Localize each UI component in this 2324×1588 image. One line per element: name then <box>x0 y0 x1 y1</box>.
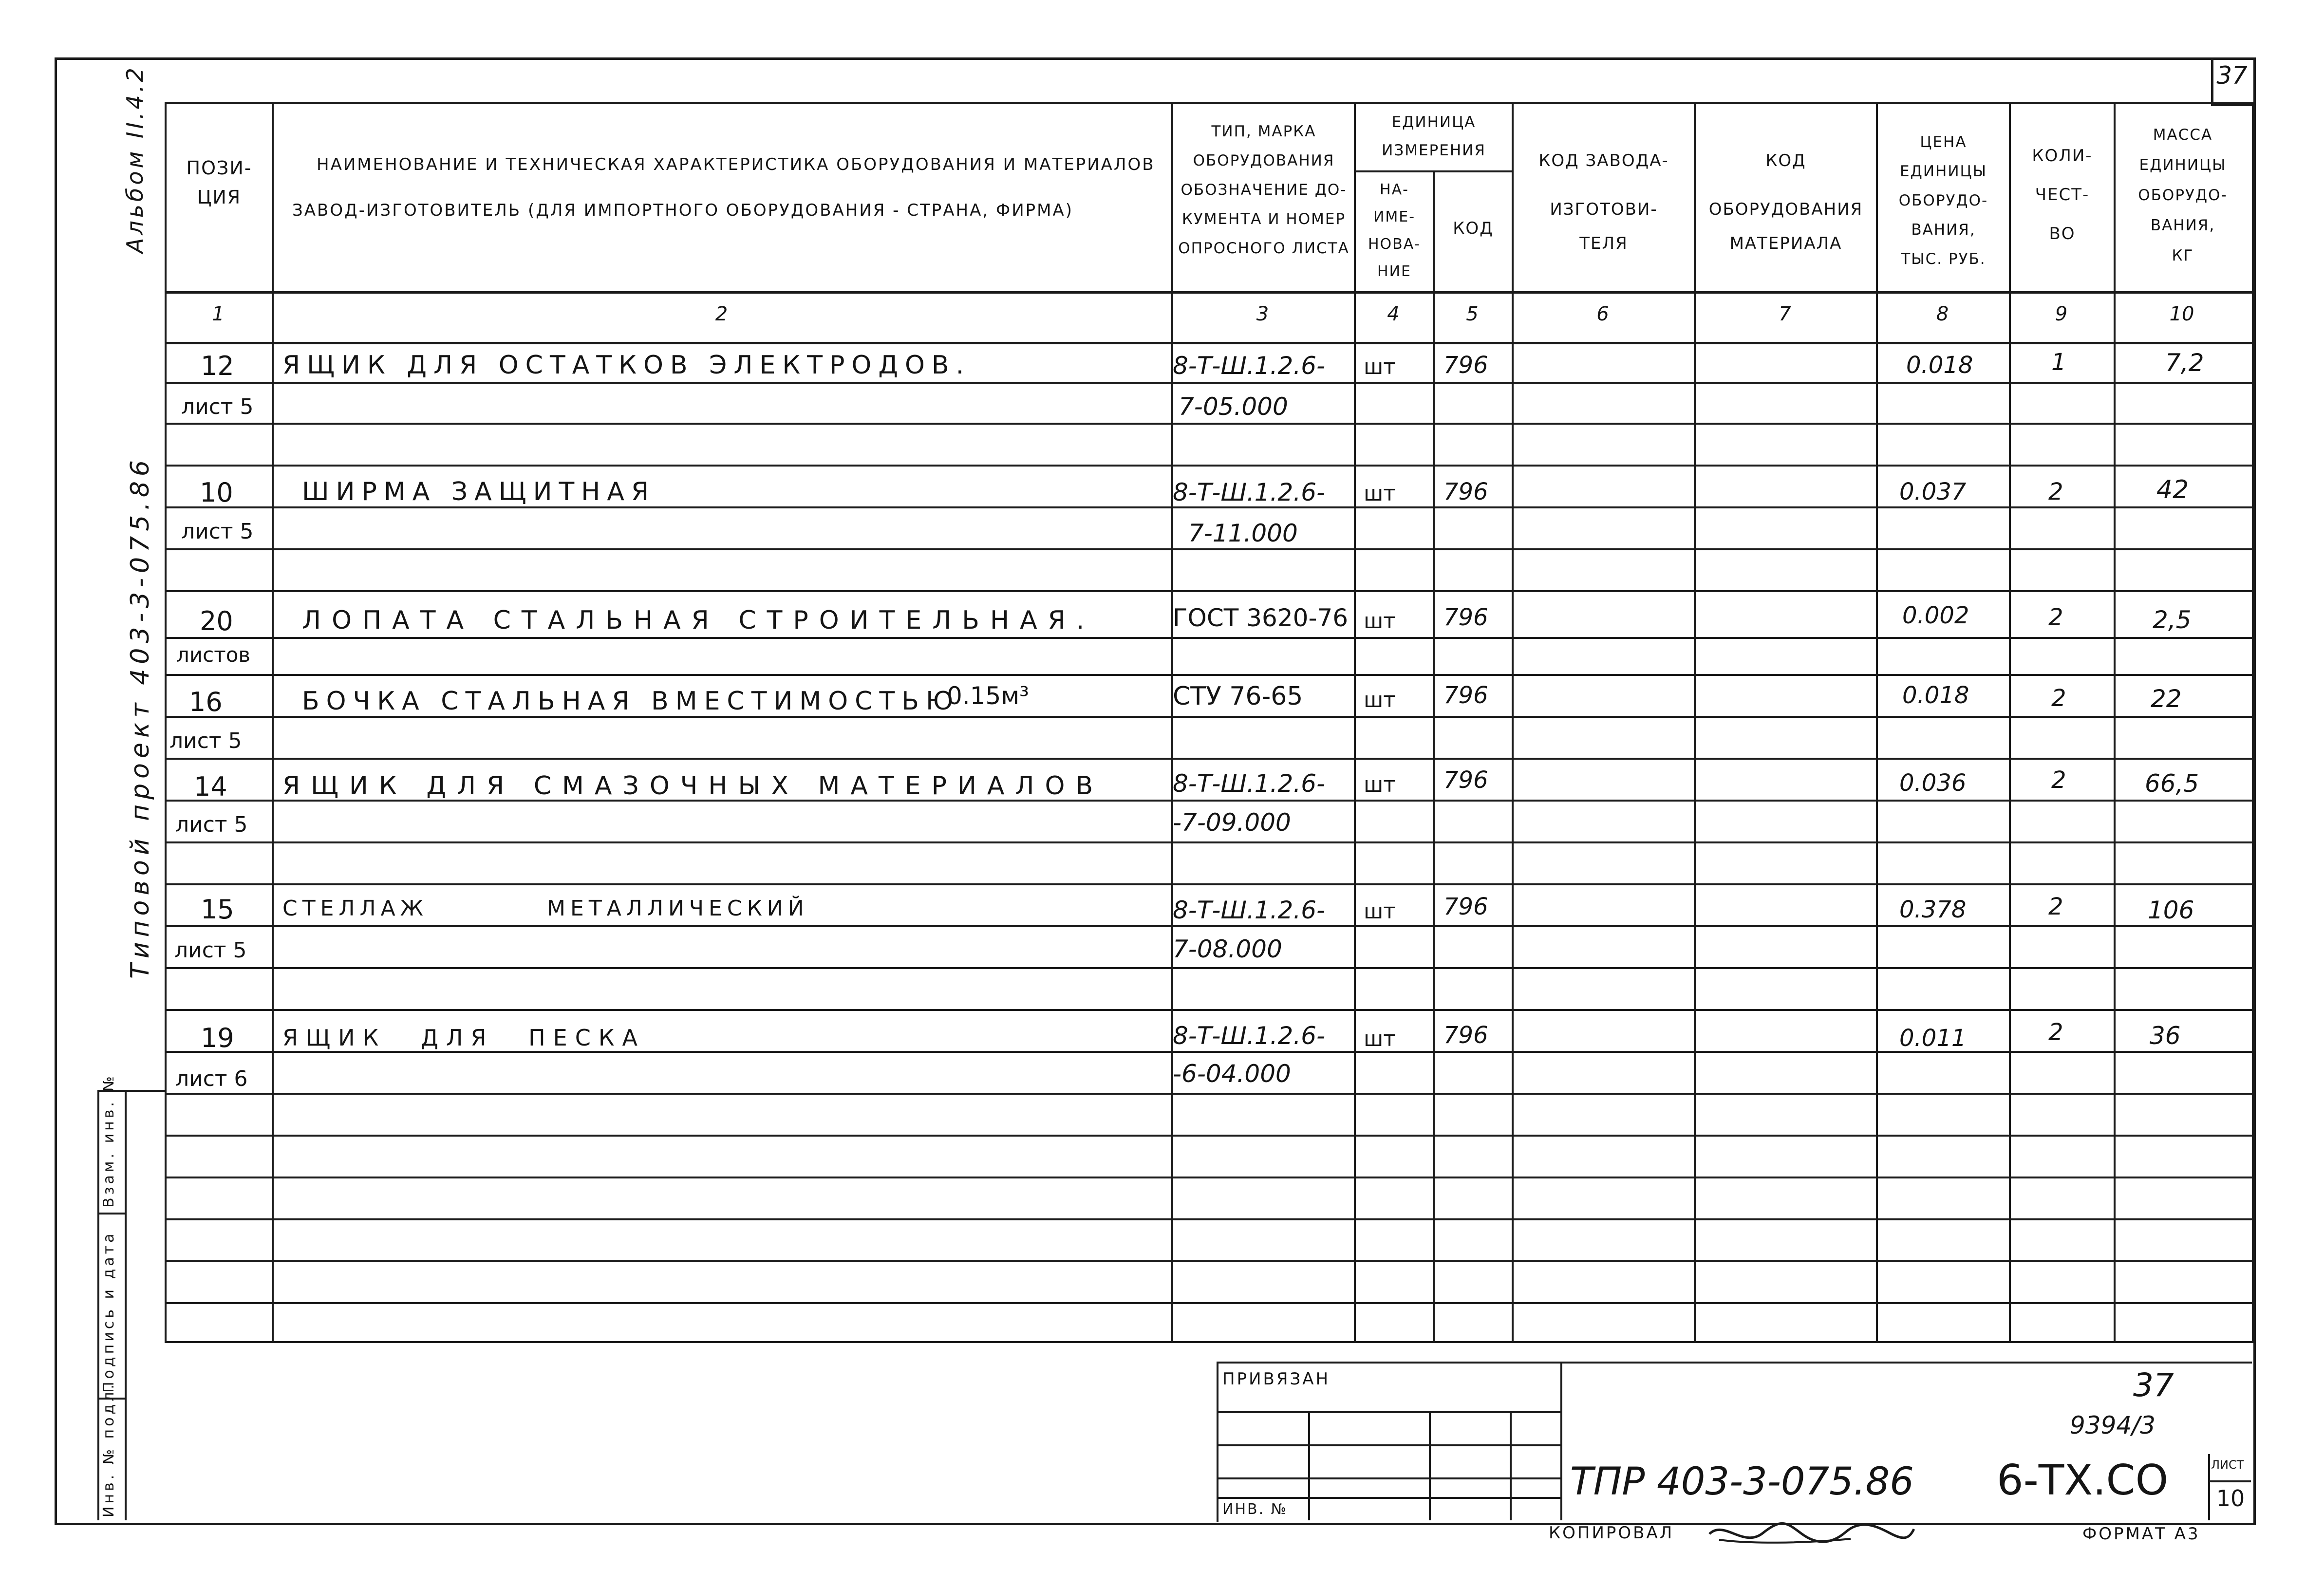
row-line <box>165 925 2252 927</box>
header-mass-line: ВАНИЯ, <box>2150 217 2215 234</box>
row-position: 20 <box>200 606 233 636</box>
col-line <box>272 102 274 1341</box>
attached-label: ПРИВЯЗАН <box>1222 1369 1331 1389</box>
header-price-line: ЦЕНА <box>1920 133 1967 151</box>
stamp-sign-label: Подпись и дата <box>100 1231 117 1393</box>
row-mass: 22 <box>2151 685 2182 713</box>
col-line <box>1433 170 1435 1341</box>
row-type: 8-Т-Ш.1.2.6- <box>1173 769 1326 798</box>
row-position: 19 <box>201 1023 234 1053</box>
copied-label: КОПИРОВАЛ <box>1549 1523 1674 1543</box>
side-stamp-line <box>97 1090 99 1520</box>
row-line <box>165 1009 2252 1011</box>
row-mass: 36 <box>2150 1022 2181 1050</box>
header-type-line: ОБОЗНАЧЕНИЕ ДО- <box>1181 181 1347 199</box>
row-unit: шт <box>1364 1027 1396 1051</box>
col-number: 7 <box>1779 303 1791 325</box>
row-type: 8-Т-Ш.1.2.6- <box>1173 478 1326 506</box>
row-name: БОЧКА СТАЛЬНАЯ ВМЕСТИМОСТЬЮ <box>302 687 960 716</box>
row-name: ЯЩИК ДЛЯ СМАЗОЧНЫХ МАТЕРИАЛОВ <box>282 771 1104 801</box>
header-type-line: ОПРОСНОГО ЛИСТА <box>1178 240 1349 257</box>
row-line <box>165 1302 2252 1304</box>
row-sheet: лист 6 <box>175 1066 248 1091</box>
row-price: 0.011 <box>1899 1025 1967 1052</box>
inv-label: ИНВ. № <box>1222 1501 1288 1518</box>
header-type <box>1174 117 1354 263</box>
numbers-bottom-line <box>165 342 2252 344</box>
header-price-line: ВАНИЯ, <box>1911 221 1976 239</box>
row-unit: шт <box>1364 355 1396 379</box>
format-label: ФОРМАТ А3 <box>2082 1524 2200 1544</box>
copied-signature <box>1705 1514 1919 1553</box>
col-number: 4 <box>1387 303 1400 325</box>
title-line <box>2208 1480 2251 1482</box>
header-unit-name-line: НОВА- <box>1368 236 1421 253</box>
row-price: 0.378 <box>1899 896 1967 923</box>
sheet-label: ЛИСТ <box>2211 1458 2244 1472</box>
row-code: 796 <box>1443 352 1488 379</box>
col-line <box>1694 102 1696 1341</box>
title-line <box>1510 1411 1512 1520</box>
header-sub-line <box>1354 170 1514 172</box>
header-price-line: ТЫС. РУБ. <box>1901 250 1986 268</box>
document-code: ТПР 403-3-075.86 <box>1570 1460 1914 1504</box>
row-position: 12 <box>201 351 234 381</box>
document-mark: 6-ТХ.СО <box>1997 1456 2169 1505</box>
row-price: 0.018 <box>1902 682 1969 709</box>
row-sheet: листов <box>176 643 251 667</box>
row-qty: 1 <box>2051 349 2066 376</box>
row-type: 8-Т-Ш.1.2.6- <box>1173 1022 1326 1050</box>
row-type-cont: 7-08.000 <box>1173 935 1282 963</box>
header-type-line: ОБОРУДОВАНИЯ <box>1193 152 1335 169</box>
row-qty: 2 <box>2048 893 2063 920</box>
table-frame <box>165 102 2254 1343</box>
row-unit: шт <box>1364 899 1396 924</box>
title-line <box>1560 1362 1562 1520</box>
row-type: ГОСТ 3620-76 <box>1173 604 1349 632</box>
col-number: 6 <box>1596 303 1609 325</box>
row-position: 15 <box>201 894 234 925</box>
row-line <box>165 506 2252 508</box>
row-mass: 66,5 <box>2145 769 2199 798</box>
row-position: 16 <box>189 687 223 717</box>
col-number: 3 <box>1256 303 1269 325</box>
header-name-line2: ЗАВОД-ИЗГОТОВИТЕЛЬ (ДЛЯ ИМПОРТНОГО ОБОРУДОВАНИЯ - СТРАНА, ФИРМА) <box>292 201 1074 220</box>
title-line <box>1308 1411 1310 1520</box>
row-price: 0.002 <box>1902 602 1969 629</box>
header-unit-name-line: НА- <box>1380 181 1409 198</box>
col-number: 10 <box>2169 303 2194 325</box>
row-sheet: лист 5 <box>181 519 254 544</box>
row-position: 14 <box>194 771 227 802</box>
page-reference: 37 <box>2133 1366 2174 1404</box>
header-price-line: ЕДИНИЦЫ <box>1900 163 1987 180</box>
row-qty: 2 <box>2048 478 2063 505</box>
row-sheet: лист 5 <box>181 394 254 419</box>
row-code: 796 <box>1443 766 1488 794</box>
side-stamp-line <box>97 1213 127 1214</box>
row-sheet: лист 5 <box>174 938 247 963</box>
header-mass-line: ЕДИНИЦЫ <box>2139 156 2227 174</box>
header-unit <box>1356 108 1512 165</box>
row-code: 796 <box>1443 893 1488 920</box>
row-line <box>165 1177 2252 1178</box>
col-number: 2 <box>715 303 728 325</box>
header-type-line: ТИП, МАРКА <box>1211 123 1316 140</box>
row-name: ЯЩИК ДЛЯ ОСТАТКОВ ЭЛЕКТРОДОВ. <box>282 351 971 380</box>
row-mass: 2,5 <box>2153 606 2192 634</box>
row-line <box>165 841 2252 843</box>
row-line <box>165 637 2252 639</box>
header-price <box>1878 128 2009 274</box>
row-qty: 2 <box>2051 766 2066 794</box>
header-maker-code <box>1514 136 1694 268</box>
sheet-number: 10 <box>2216 1485 2245 1512</box>
row-line <box>165 423 2252 425</box>
row-mass: 106 <box>2148 896 2194 924</box>
header-mass-line: ОБОРУДО- <box>2138 187 2228 204</box>
header-unit-line: ЕДИНИЦА <box>1391 113 1476 131</box>
col-line <box>1512 102 1514 1341</box>
row-position: 10 <box>200 477 233 508</box>
row-line <box>165 465 2252 467</box>
row-line <box>165 548 2252 550</box>
row-line <box>165 758 2252 760</box>
header-bottom-line <box>165 291 2252 294</box>
row-type: СТУ 76-65 <box>1173 682 1303 711</box>
row-type-cont: -7-09.000 <box>1173 808 1291 837</box>
col-line <box>2114 102 2116 1341</box>
row-mass: 42 <box>2156 475 2189 504</box>
row-type: 8-Т-Ш.1.2.6- <box>1173 896 1326 924</box>
stamp-replace-label: Взам. инв. № <box>100 1073 117 1208</box>
row-name-extra: 0.15м³ <box>947 682 1030 710</box>
header-equipment-code <box>1696 136 1876 268</box>
side-stamp-line <box>125 1090 127 1520</box>
header-qty-line: КОЛИ- <box>2032 146 2093 166</box>
col-line <box>1354 102 1356 1341</box>
row-line <box>165 1218 2252 1220</box>
header-unit-name-line: НИЕ <box>1377 263 1411 280</box>
row-name: ШИРМА ЗАЩИТНАЯ <box>302 477 656 506</box>
order-number: 9394/3 <box>2070 1411 2155 1439</box>
row-code: 796 <box>1443 682 1488 709</box>
header-maker-line: ТЕЛЯ <box>1579 234 1628 253</box>
col-number: 8 <box>1936 303 1949 325</box>
col-number: 5 <box>1466 303 1479 325</box>
row-line <box>165 967 2252 969</box>
row-qty: 2 <box>2048 1019 2063 1046</box>
row-type-cont: 7-05.000 <box>1179 392 1288 421</box>
row-line <box>165 1093 2252 1095</box>
header-mass-line: КГ <box>2172 247 2194 264</box>
header-equip-line: МАТЕРИАЛА <box>1729 234 1842 253</box>
row-name: ЯЩИК ДЛЯ ПЕСКА <box>282 1025 645 1051</box>
header-equip-line: КОД <box>1765 151 1806 170</box>
header-unit-name-line: ИМЕ- <box>1373 208 1416 225</box>
header-quantity <box>2011 136 2114 253</box>
stamp-inv-label: Инв. № подл. <box>100 1382 117 1517</box>
col-number: 9 <box>2055 303 2068 325</box>
row-price: 0.037 <box>1899 478 1967 505</box>
row-line <box>165 674 2252 676</box>
row-line <box>165 716 2252 718</box>
album-label: Альбом II.4.2 <box>122 65 148 253</box>
title-line <box>1429 1411 1431 1520</box>
header-price-line: ОБОРУДО- <box>1898 192 1988 209</box>
row-name: ЛОПАТА СТАЛЬНАЯ СТРОИТЕЛЬНАЯ. <box>302 606 1095 635</box>
header-type-line: КУМЕНТА И НОМЕР <box>1181 210 1346 228</box>
row-unit: шт <box>1364 481 1396 506</box>
row-type-cont: 7-11.000 <box>1188 519 1298 547</box>
row-line <box>165 590 2252 592</box>
header-mass <box>2116 120 2250 271</box>
row-sheet: лист 5 <box>169 729 242 753</box>
row-qty: 2 <box>2051 685 2066 712</box>
header-maker-line: КОД ЗАВОДА- <box>1538 151 1669 170</box>
title-line <box>2208 1454 2210 1520</box>
header-unit-name <box>1356 176 1433 285</box>
row-qty: 2 <box>2048 604 2063 631</box>
header-position: ПОЗИ-ЦИЯ <box>186 157 252 208</box>
col-line <box>1171 102 1173 1341</box>
header-mass-line: МАССА <box>2153 126 2213 144</box>
project-label: Типовой проект 403-3-075.86 <box>126 455 155 979</box>
row-code: 796 <box>1443 478 1488 505</box>
header-unit-code: КОД <box>1453 219 1494 238</box>
row-type-cont: -6-04.000 <box>1173 1060 1291 1088</box>
col-line <box>1876 102 1878 1341</box>
row-sheet: лист 5 <box>175 812 248 837</box>
col-number: 1 <box>212 303 225 325</box>
row-line <box>165 883 2252 885</box>
row-type: 8-Т-Ш.1.2.6- <box>1173 352 1326 380</box>
header-unit-line: ИЗМЕРЕНИЯ <box>1382 142 1486 159</box>
header-maker-line: ИЗГОТОВИ- <box>1550 200 1658 219</box>
row-code: 796 <box>1443 604 1488 631</box>
row-name: СТЕЛЛАЖ МЕТАЛЛИЧЕСКИЙ <box>282 896 809 921</box>
row-code: 796 <box>1443 1022 1488 1049</box>
row-mass: 7,2 <box>2165 349 2204 377</box>
row-line <box>165 1260 2252 1262</box>
row-unit: шт <box>1364 688 1396 712</box>
row-unit: шт <box>1364 772 1396 797</box>
header-qty-line: ЧЕСТ- <box>2035 185 2090 205</box>
col-line <box>2009 102 2011 1341</box>
header-equip-line: ОБОРУДОВАНИЯ <box>1708 200 1863 219</box>
row-line <box>165 1135 2252 1137</box>
row-line <box>165 382 2252 384</box>
row-unit: шт <box>1364 609 1396 634</box>
header-qty-line: ВО <box>2049 224 2076 243</box>
header-name-line1: НАИМЕНОВАНИЕ И ТЕХНИЧЕСКАЯ ХАРАКТЕРИСТИКА ОБОРУДОВАНИЯ И МАТЕРИАЛОВ <box>317 155 1155 174</box>
page-number: 37 <box>2216 61 2248 90</box>
row-price: 0.036 <box>1899 769 1967 797</box>
row-price: 0.018 <box>1906 352 1973 379</box>
